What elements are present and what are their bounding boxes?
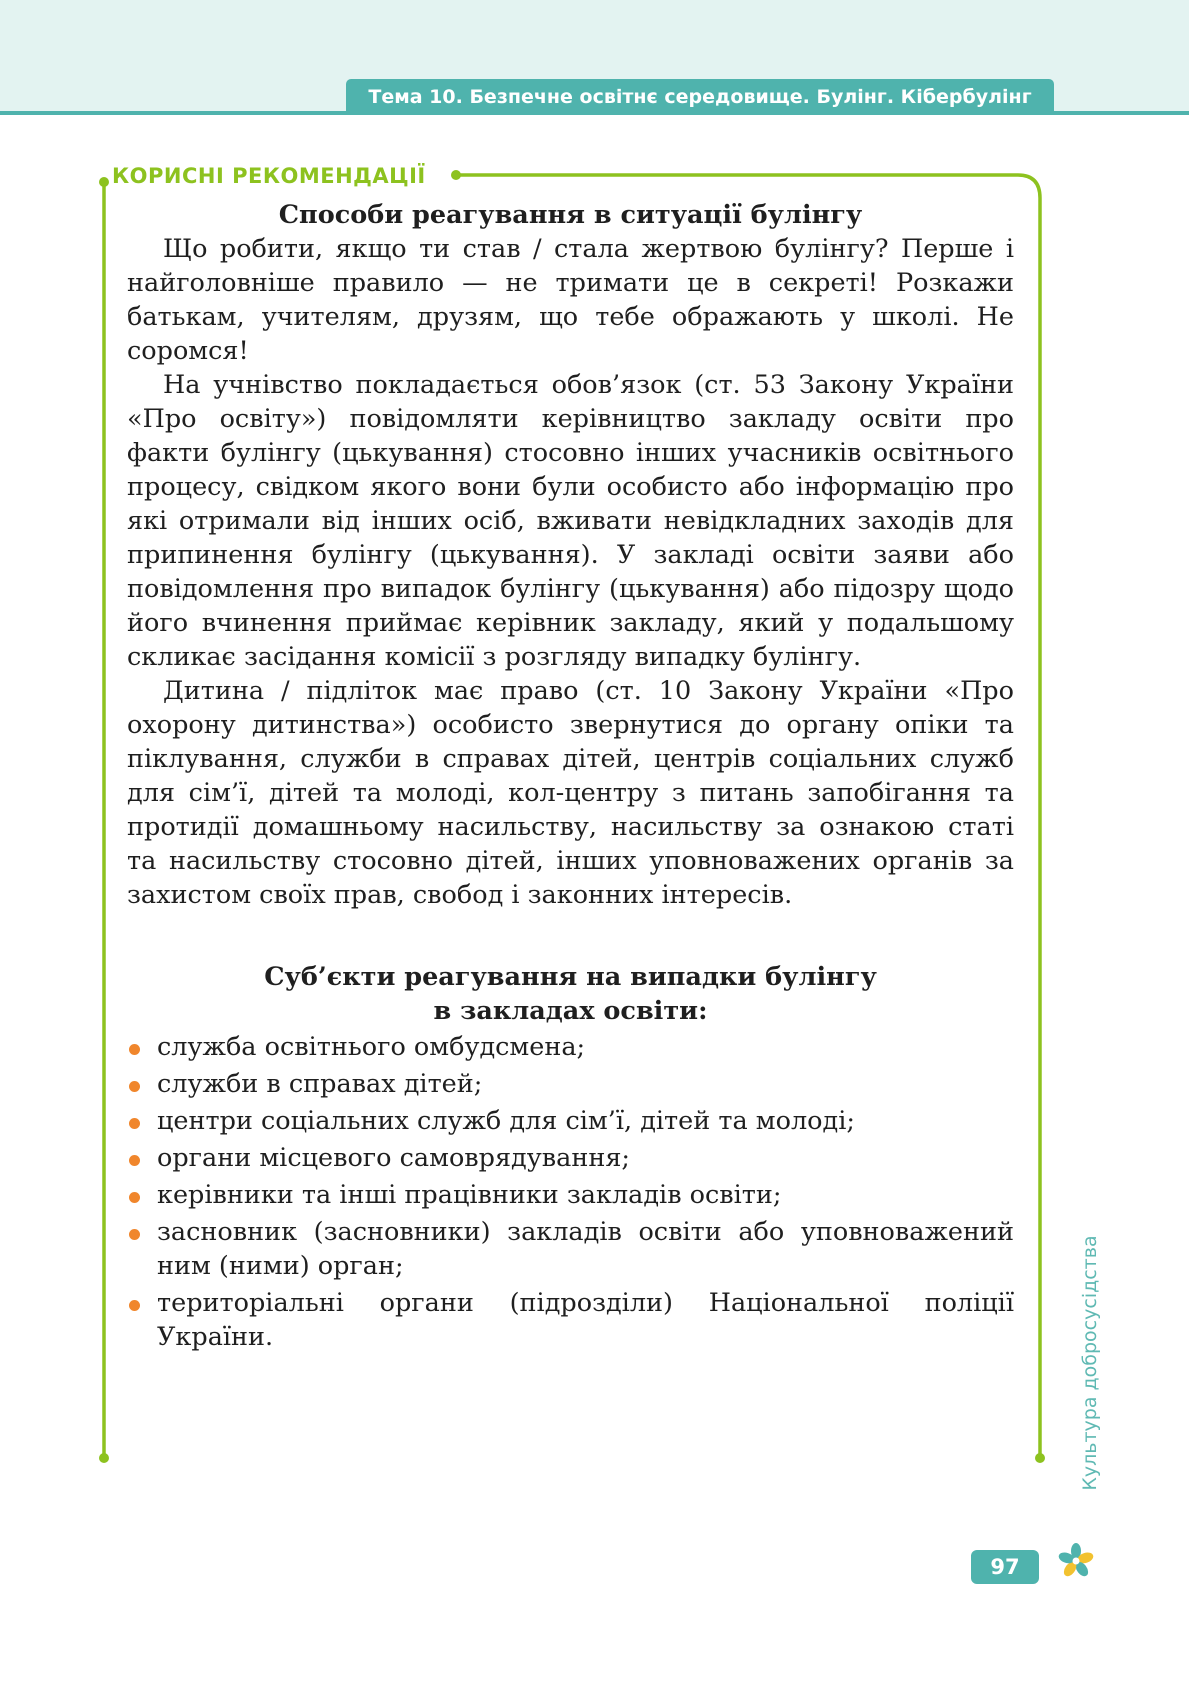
list-item-text: служби в справах дітей; (157, 1069, 483, 1099)
heading-response-methods: Способи реагування в ситуації булінгу (278, 200, 863, 230)
list-item (127, 1178, 1014, 1212)
paragraph: Що робити, якщо ти став / стала жертвою булінгу? Перше і найголовніше правило — не тримати це в секреті! Розкажи батькам, учителям, друзям, що тебе ображають у школі. Не соромся! (127, 234, 1014, 366)
bullet-icon (129, 1155, 140, 1166)
list-item-text: центри соціальних служб для сім’ї, дітей та молоді; (157, 1106, 855, 1136)
list-item (127, 1215, 1014, 1283)
bullet-icon (129, 1118, 140, 1129)
bullet-icon (129, 1300, 140, 1311)
list-item-text: засновник (засновники) закладів освіти або уповноважений ним (ними) орган; (157, 1217, 1014, 1281)
side-caption: Культура добросусідства (1079, 1235, 1101, 1491)
heading-response-subjects (127, 960, 1014, 1028)
list-item (127, 1067, 1014, 1101)
list-item (127, 1030, 1014, 1064)
topic-title: Тема 10. Безпечне освітнє середовище. Булінг. Кібербулінг (346, 79, 1054, 115)
heading-line: в закладах освіти: (433, 996, 708, 1026)
heading-line: Суб’єкти реагування на випадки булінгу (264, 962, 877, 992)
flower-icon (1058, 1543, 1094, 1579)
list-item (127, 1104, 1014, 1138)
list-item-text: органи місцевого самоврядування; (157, 1143, 630, 1173)
paragraph: Дитина / підліток має право (ст. 10 Закону України «Про охорону дитинства») особисто звернутися до органу опіки та піклування, служби в справах дітей, центрів соціальних служб для сім’ї, дітей та молоді, кол-центру з питань запобігання та протидії домашньому насильству, насильству за ознакою статі та насильству стосовно дітей, інших уповноважених органів за захистом своїх прав, свобод і законних інтересів. (127, 676, 1014, 910)
bullet-icon (129, 1229, 140, 1240)
page-number: 97 (971, 1550, 1039, 1584)
bullet-icon (129, 1081, 140, 1092)
paragraph: На учнівство покладається обов’язок (ст. 53 Закону України «Про освіту») повідомляти керівництво закладу освіти про факти булінгу (цькування) стосовно інших учасників освітнього процесу, свідком якого вони були особисто або інформацію про які отримали від інших осіб, вживати невідкладних заходів для припинення булінгу (цькування). У закладі освіти заяви або повідомлення про випадок булінгу (цькування) або підозру щодо його вчинення приймає керівник закладу, який у подальшому скликає засідання комісії з розгляду випадку булінгу. (127, 370, 1014, 672)
subjects-list (127, 1030, 1014, 1354)
list-item-text: територіальні органи (підрозділи) Національної поліції України. (157, 1288, 1014, 1352)
bullet-icon (129, 1044, 140, 1055)
bullet-icon (129, 1192, 140, 1203)
list-item-text: служба освітнього омбудсмена; (157, 1032, 586, 1062)
list-item (127, 1141, 1014, 1175)
recommendation-content (127, 198, 1014, 1357)
section-label: КОРИСНІ РЕКОМЕНДАЦІЇ (112, 164, 426, 188)
list-item-text: керівники та інші працівники закладів освіти; (157, 1180, 782, 1210)
list-item (127, 1286, 1014, 1354)
